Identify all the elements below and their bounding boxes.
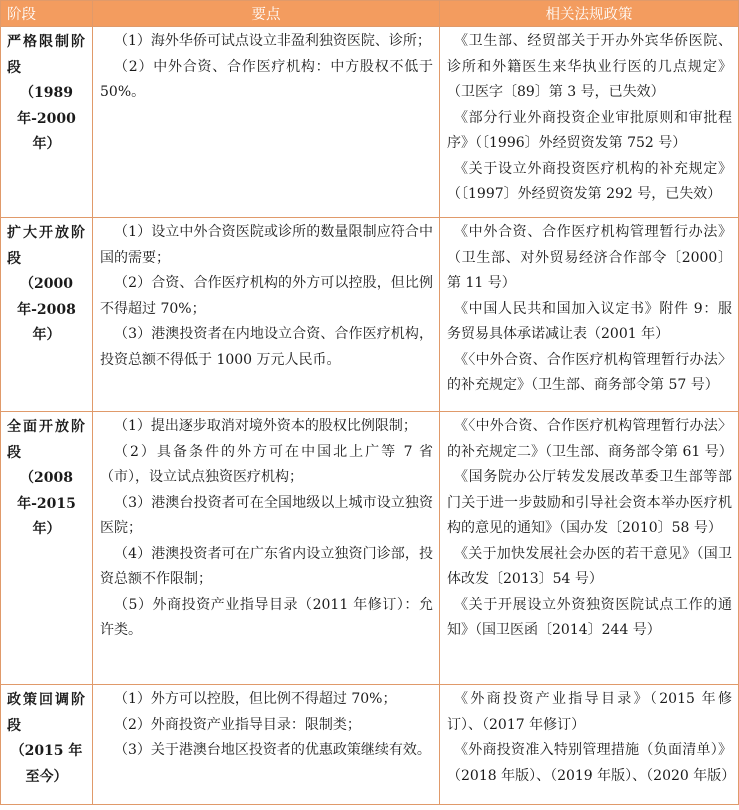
header-stage: 阶段	[1, 1, 93, 27]
law-item: 《关于开展设立外资独资医院试点工作的通知》（国卫医函〔2014〕244 号）	[447, 596, 732, 638]
stage-name: 扩大开放阶段	[7, 225, 86, 267]
law-item: 《部分行业外商投资企业审批原则和审批程序》（〔1996〕外经贸资发第 752 号）	[447, 109, 732, 151]
stage-period: （2000 年-2008 年）	[17, 276, 76, 343]
point-item: （1）外方可以控股，但比例不得超过 70%；	[114, 691, 397, 707]
laws-cell	[440, 218, 739, 412]
point-item: （2）合资、合作医疗机构的外方可以控股，但比例不得超过 70%；	[100, 275, 433, 317]
laws-cell	[440, 27, 739, 218]
points-cell	[93, 27, 440, 218]
points-cell	[93, 685, 440, 805]
point-item: （3）关于港澳台地区投资者的优惠政策继续有效。	[114, 742, 431, 758]
law-item: 《卫生部、经贸部关于开办外宾华侨医院、诊所和外籍医生来华执业行医的几点规定》（卫医字〔89〕第 3 号，已失效）	[447, 33, 732, 100]
law-item: 《外商投资准入特别管理措施（负面清单）》（2018 年版）、（2019 年版）、（2020 年版）	[447, 742, 736, 784]
law-item: 《关于加快发展社会办医的若干意见》（国卫体改发〔2013〕54 号）	[447, 545, 732, 587]
header-points: 要点	[93, 1, 440, 27]
table-row	[1, 685, 739, 805]
stage-period: （1989 年-2000 年）	[17, 85, 76, 152]
point-item: （2）外商投资产业指导目录：限制类；	[114, 716, 361, 733]
point-item: （5）外商投资产业指导目录（2011 年修订）：允许类。	[100, 596, 433, 638]
law-item: 《国务院办公厅转发发展改革委卫生部等部门关于进一步鼓励和引导社会资本举办医疗机构的意见的通知》（国办发〔2010〕58 号）	[447, 469, 732, 536]
point-item: （2）中外合资、合作医疗机构：中方股权不低于 50%。	[100, 58, 433, 100]
law-item: 《中外合资、合作医疗机构管理暂行办法》（卫生部、对外贸易经济合作部令〔2000〕第 11 号）	[447, 224, 732, 291]
stage-cell	[1, 27, 93, 218]
point-item: （2）具备条件的外方可在中国北上广等 7 省（市），设立试点独资医疗机构；	[100, 443, 433, 485]
table-row	[1, 412, 739, 685]
law-item: 《〈中外合资、合作医疗机构管理暂行办法〉的补充规定二》（卫生部、商务部令第 61 号）	[447, 418, 733, 460]
stage-cell	[1, 412, 93, 685]
point-item: （1）海外华侨可试点设立非盈利独资医院、诊所；	[114, 33, 431, 49]
law-item: 《〈中外合资、合作医疗机构管理暂行办法〉的补充规定》（卫生部、商务部令第 57 号）	[447, 351, 732, 393]
stage-period: （2008 年-2015 年）	[17, 470, 76, 537]
laws-cell	[440, 412, 739, 685]
laws-cell	[440, 685, 739, 805]
stage-name: 严格限制阶段	[7, 34, 86, 76]
stage-name: 全面开放阶段	[7, 419, 86, 461]
point-item: （3）港澳投资者在内地设立合资、合作医疗机构，投资总额不得低于 1000 万元人民币。	[100, 326, 433, 368]
points-cell	[93, 218, 440, 412]
point-item: （1）提出逐步取消对境外资本的股权比例限制；	[114, 418, 417, 434]
table-row	[1, 218, 739, 412]
point-item: （1）设立中外合资医院或诊所的数量限制应符合中国的需要；	[100, 224, 433, 266]
law-item: 《中国人民共和国加入议定书》附件 9：服务贸易具体承诺减让表（2001 年）	[447, 300, 732, 342]
header-laws: 相关法规政策	[440, 1, 739, 27]
point-item: （4）港澳投资者可在广东省内设立独资门诊部，投资总额不作限制；	[100, 545, 433, 587]
law-item: 《关于设立外商投资医疗机构的补充规定》（〔1997〕外经贸资发第 292 号，已失效）	[447, 160, 732, 202]
law-item: 《外商投资产业指导目录》（2015 年修订）、（2017 年修订）	[447, 691, 732, 733]
point-item: （3）港澳台投资者可在全国地级以上城市设立独资医院；	[100, 494, 433, 536]
points-cell	[93, 412, 440, 685]
table-header-row	[1, 1, 739, 27]
stage-name: 政策回调阶段	[7, 692, 86, 734]
stage-cell	[1, 685, 93, 805]
table-row	[1, 27, 739, 218]
stage-period: （2015 年至今）	[10, 743, 83, 785]
stage-cell	[1, 218, 93, 412]
